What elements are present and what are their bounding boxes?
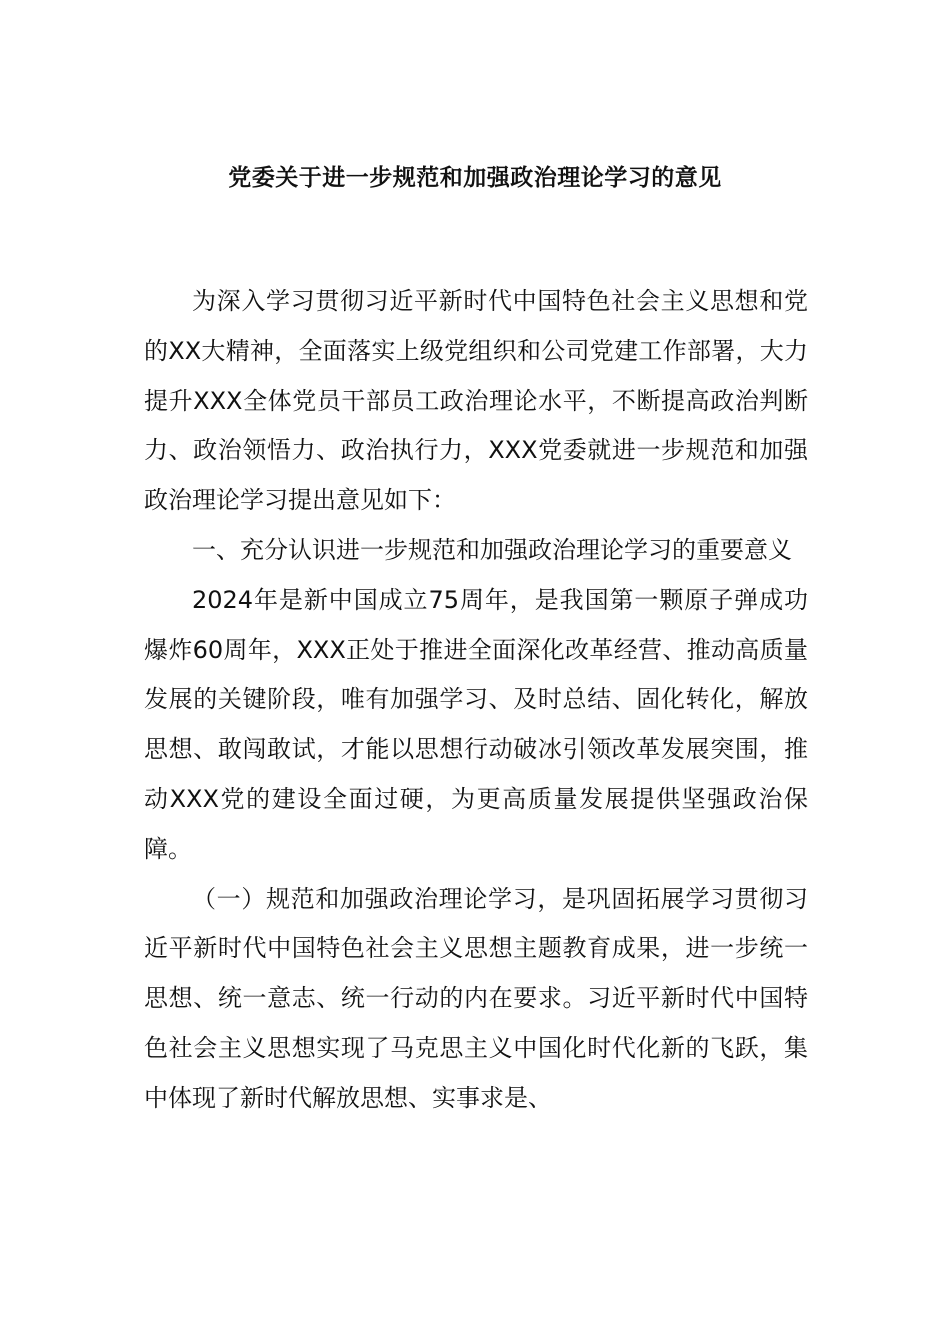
intro-paragraph: 为深入学习贯彻习近平新时代中国特色社会主义思想和党的XX大精神，全面落实上级党组织和公司党建工作部署，大力提升XXX全体党员干部员工政治理论水平，不断提高政治判断力、政治领悟力、政治执行力，XXX党委就进一步规范和加强政治理论学习提出意见如下： (144, 287, 808, 515)
subsection-1-paragraph: （一）规范和加强政治理论学习，是巩固拓展学习贯彻习近平新时代中国特色社会主义思想主题教育成果，进一步统一思想、统一意志、统一行动的内在要求。习近平新时代中国特色社会主义思想实现了马克思主义中国化时代化新的飞跃，集中体现了新时代解放思想、实事求是、 (144, 884, 808, 1112)
document-body (144, 277, 808, 1124)
document-title: 党委关于进一步规范和加强政治理论学习的意见 (228, 165, 722, 191)
section-1-paragraph: 2024年是新中国成立75周年，是我国第一颗原子弹成功爆炸60周年，XXX正处于推进全面深化改革经营、推动高质量发展的关键阶段，唯有加强学习、及时总结、固化转化，解放思想、敢闯敢试，才能以思想行动破冰引领改革发展突围，推动XXX党的建设全面过硬，为更高质量发展提供坚强政治保障。 (144, 585, 808, 863)
section-heading-1: 一、充分认识进一步规范和加强政治理论学习的重要意义 (192, 535, 792, 564)
